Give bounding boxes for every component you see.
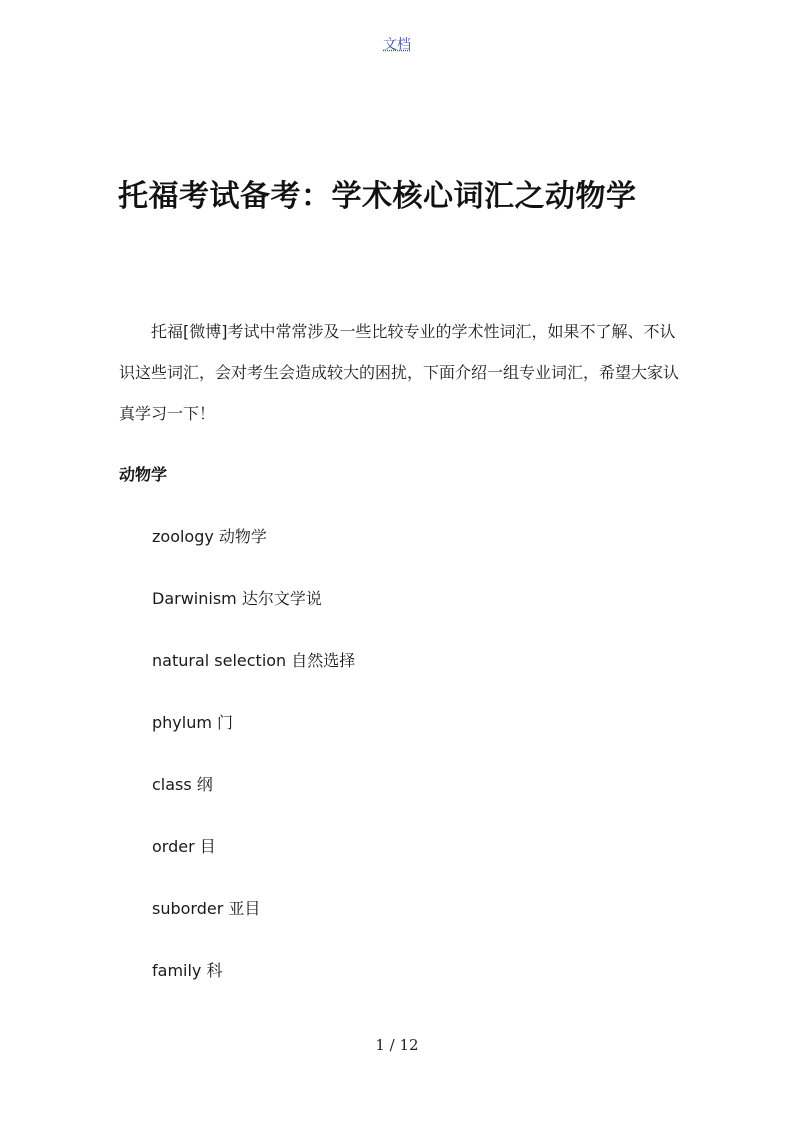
vocab-item: phylum 门 [152, 713, 234, 732]
vocabulary-list [152, 523, 355, 1019]
vocab-item: Darwinism 达尔文学说 [152, 589, 322, 608]
section-heading: 动物学 [119, 465, 168, 484]
page-number: 1 / 12 [375, 1036, 419, 1054]
document-title: 托福考试备考：学术核心词汇之动物学 [118, 179, 637, 214]
vocab-item: order 目 [152, 837, 216, 856]
vocab-item: zoology 动物学 [152, 527, 267, 546]
vocab-item: suborder 亚目 [152, 899, 261, 918]
vocab-item: natural selection 自然选择 [152, 651, 356, 670]
vocab-item: class 纲 [152, 775, 213, 794]
vocab-item: family 科 [152, 961, 223, 980]
header-link-text[interactable]: 文档 [383, 37, 411, 53]
header-document-link[interactable] [0, 34, 794, 54]
intro-paragraph: 托福[微博]考试中常常涉及一些比较专业的学术性词汇，如果不了解、不认识这些词汇，会对考生会造成较大的困扰，下面介绍一组专业词汇，希望大家认真学习一下！ [119, 322, 680, 423]
